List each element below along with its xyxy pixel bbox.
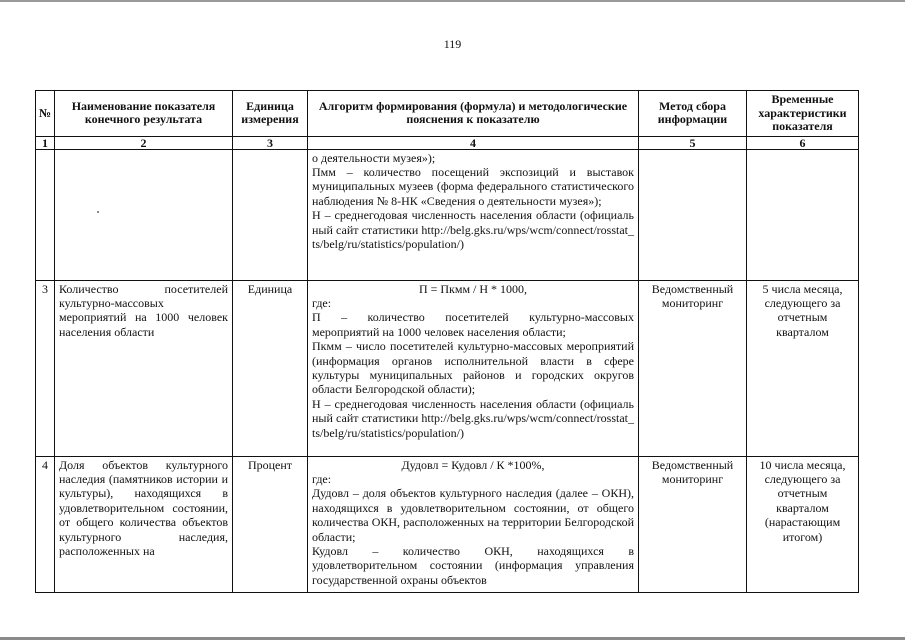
header-name: Наименование показателя конечного результата [55,91,233,137]
algo-line: где: [312,471,332,486]
algo-line: Кудовл – количество ОКН, находящихся в удовлетворительном состоянии (информация управления государственной охраны объектов [312,543,634,587]
row-method: Ведомственный мониторинг [639,456,747,592]
row-num [36,149,55,280]
header-time: Временные характеристики показателя [747,91,859,137]
table-row [36,149,859,280]
col-number: 2 [55,136,233,149]
algo-line: где: [312,295,332,310]
row-algorithm [308,280,639,456]
col-number: 3 [233,136,308,149]
row-time: 5 числа месяца, следующего за отчетным кварталом [747,280,859,456]
header-unit: Единица измерения [233,91,308,137]
algo-line: Пмм – количество посещений экспозиций и выставок муниципальных музеев (форма федерального статистического наблюдения № 8-НК «Сведения о деятельности музея»); [312,164,634,208]
row-num: 3 [36,280,55,456]
row-unit: Единица [233,280,308,456]
header-algorithm: Алгоритм формирования (формула) и методологические пояснения к показателю [308,91,639,137]
page-number: 119 [443,37,462,51]
table-viewport [30,90,870,599]
scan-speck [97,211,99,213]
algo-line: Н – среднегодовая численность населения области (официальный сайт статистики http://belg.gks.ru/wps/wcm/connect/rosstat_ts/belg/ru/statistics/population/) [312,396,634,440]
formula: П = Пкмм / Н * 1000, [418,281,528,296]
row-time: 10 числа месяца, следующего за отчетным кварталом (нарастающим итогом) [747,456,859,592]
row-algorithm [308,456,639,592]
formula: Дудовл = Кудовл / К *100%, [401,457,545,472]
table-row [36,456,859,592]
page-top-edge [0,0,905,6]
algo-line: Дудовл – доля объектов культурного наследия (далее – ОКН), находящихся в удовлетворительном состоянии, от общего количества ОКН, расположенных на территории Белгородской области; [312,486,634,544]
row-name: Доля объектов культурного наследия (памятников истории и культуры), находящихся в удовлетворительном состоянии, от общего количества объектов культурного наследия, расположенных на [55,456,233,592]
algo-line: Н – среднегодовая численность населения области (официальный сайт статистики http://belg.gks.ru/wps/wcm/connect/rosstat_ts/belg/ru/statistics/population/) [312,208,634,251]
table-row [36,280,859,456]
col-number: 1 [36,136,55,149]
algo-line: о деятельности музея»); [312,150,436,165]
header-num: № [36,91,55,137]
row-unit: Процент [233,456,308,592]
row-time [747,149,859,280]
algo-line: П – количество посетителей культурно-массовых мероприятий на 1000 человек населения области; [312,310,634,339]
algo-line: Пкмм – число посетителей культурно-массовых мероприятий (информация органов исполнительной власти в сфере культуры муниципальных районов и городских округов области Белгородской области); [312,339,634,397]
col-number: 5 [639,136,747,149]
row-method: Ведомственный мониторинг [639,280,747,456]
col-number: 4 [308,136,639,149]
header-method: Метод сбора информации [639,91,747,137]
page-bottom-edge [0,634,905,640]
indicators-table [35,90,859,593]
row-unit [233,149,308,280]
row-name [55,149,233,280]
column-number-row [36,136,859,149]
row-method [639,149,747,280]
row-num: 4 [36,456,55,592]
col-number: 6 [747,136,859,149]
table-header-row [36,91,859,137]
row-algorithm [308,149,639,280]
row-name: Количество посетителей культурно-массовых мероприятий на 1000 человек населения области [55,280,233,456]
